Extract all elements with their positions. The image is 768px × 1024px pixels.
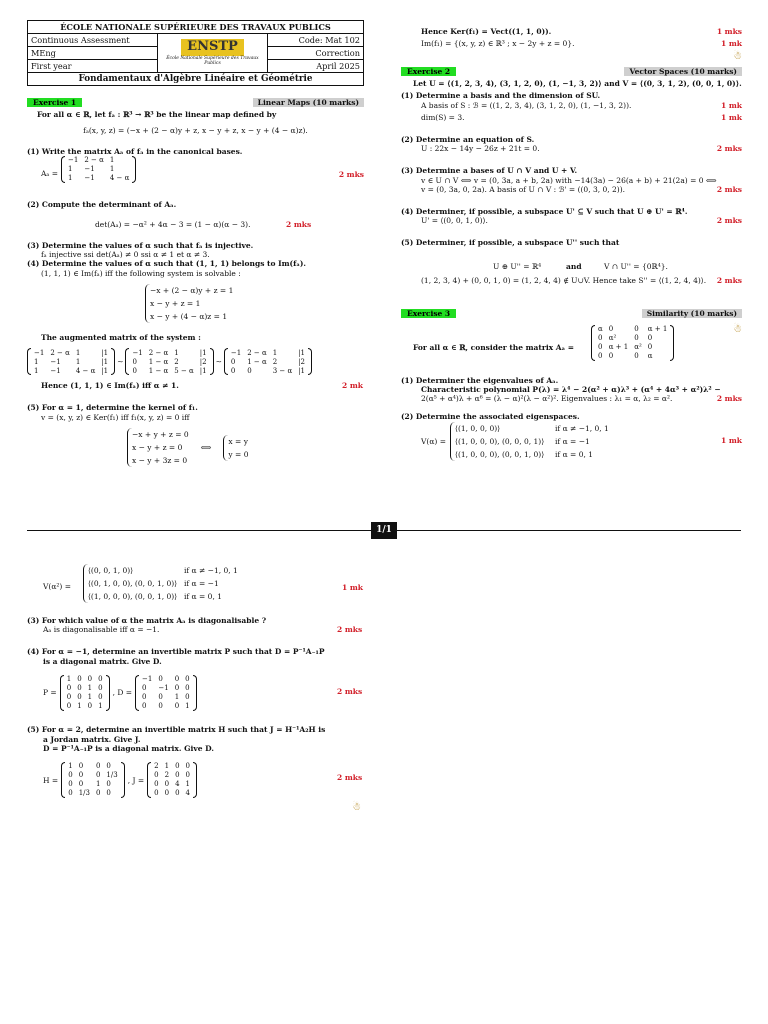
- matrix-cell: 1: [68, 174, 73, 183]
- matrix-cell: 0: [154, 771, 159, 780]
- matrix-cell: 0: [98, 675, 103, 684]
- matrix-cell: 0: [87, 702, 93, 711]
- matrix-cell: 0: [185, 693, 190, 702]
- V-alpha2-brace: [83, 564, 238, 603]
- matrix-bracket-right: [193, 762, 197, 798]
- ex1-q3: (3) Determine the values of α such that fₐ is injective.: [27, 240, 254, 250]
- matrix-cell: 0: [247, 366, 252, 375]
- matrix-cell: 0: [77, 675, 82, 684]
- ex3-mark-1: 2 mks: [716, 394, 742, 404]
- matrix-cell: 1: [66, 675, 72, 684]
- ex3-mark-2: 1 mk: [721, 435, 742, 445]
- matrix-cell: 0: [175, 762, 180, 771]
- ex1-hence-row: [27, 381, 364, 393]
- ex3-a3: Aₐ is diagonalisable iff α = −1.: [43, 625, 160, 635]
- ex2-a5and: and: [566, 261, 582, 271]
- matrix-cell: 0: [132, 366, 137, 375]
- ex3-q1: (1) Determiner the eigenvalues of Aₐ.: [401, 375, 559, 385]
- aug-matrix-1: [27, 348, 115, 375]
- matrix-cell: 1: [185, 702, 190, 711]
- matrix-cell: 1: [87, 684, 93, 693]
- matrix-cell: 0: [158, 675, 163, 684]
- ex2-a4-row: [401, 216, 742, 228]
- ex3-q4a: (4) For α = −1, determine an invertible matrix P such that D = P⁻¹A₋₁P: [27, 647, 325, 657]
- ex2-q5: (5) Determiner, if possible, a subspace U'' such that: [401, 238, 620, 248]
- matrix-bracket-right: [121, 762, 125, 798]
- matrix-cell: 1 − α: [247, 357, 267, 366]
- logo: [158, 34, 268, 73]
- ex3-q5a: (5) For α = 2, determine an invertible matrix H such that J = H⁻¹A₂H is: [27, 725, 326, 735]
- matrix-cell: 1: [68, 762, 73, 771]
- ex2-mark-1b: 1 mk: [721, 112, 742, 122]
- matrix-cell: 1: [185, 780, 191, 789]
- system-eq-3: x − y + (4 − α)z = 1: [150, 312, 228, 321]
- matrix-cell: 0: [68, 789, 73, 798]
- matrix-cell: 0: [154, 789, 159, 798]
- matrix-cell: 0: [175, 789, 180, 798]
- matrix-cell: 0: [68, 780, 73, 789]
- ex3-a3-row: [27, 625, 364, 637]
- matrix-cell: 0: [185, 684, 190, 693]
- matrix-bracket-right: [106, 675, 110, 711]
- matrix-cell: 1: [174, 693, 180, 702]
- V-alpha2-cond-3: if α = 0, 1: [184, 592, 222, 601]
- logo-caption: École Nationale Supérieure des Travaux Publics: [166, 55, 259, 67]
- matrix-cell: 0: [66, 684, 72, 693]
- ex1-mark-im: 1 mk: [721, 39, 742, 48]
- matrix-cell: 0: [185, 771, 191, 780]
- ex1-q4: (4) Determine the values of α such that (1, 1, 1) belongs to Im(fₐ).: [27, 259, 306, 269]
- matrix-cell: 0: [174, 675, 180, 684]
- ex3-mark-3: 2 mks: [337, 625, 363, 635]
- ex3-mark-5: 2 mks: [337, 773, 363, 783]
- ex2-header: [401, 67, 742, 79]
- J-label: , J =: [127, 775, 145, 785]
- matrix-bracket-right: [308, 348, 312, 375]
- matrix-cell: 0: [142, 693, 147, 702]
- matrix-D: [135, 675, 197, 711]
- V-alpha-case-3: ⟨(1, 0, 0, 0), (0, 0, 1, 0)⟩: [455, 449, 545, 459]
- header-right-2: Correction: [268, 47, 364, 60]
- iff-sign: ⟺: [200, 442, 212, 452]
- ex3-q3: (3) For which value of α the matrix Aₐ is diagonalisable ?: [27, 616, 267, 625]
- ex2-mark-3: 2 mks: [716, 184, 742, 194]
- matrix-cell: −1: [158, 684, 169, 693]
- matrix-cell: −1: [84, 174, 95, 183]
- matrix-cell: |1: [199, 348, 207, 357]
- matrix-bracket-right: [111, 348, 115, 375]
- matrix-cell: α: [647, 351, 653, 360]
- ex3-q5b: a Jordan matrix. Give J.: [43, 734, 141, 744]
- ex2-a3b: v = (0, 3a, 0, 2a). A basis of U ∩ V : ℬ' = ((0, 3, 0, 2)).: [421, 184, 626, 194]
- matrix-cell: 0: [175, 771, 180, 780]
- matrix-cell: 0: [598, 351, 603, 360]
- matrix-cell: 0: [95, 789, 101, 798]
- matrix-cell: |1: [298, 348, 306, 357]
- matrix-cell: 0: [185, 762, 191, 771]
- matrix-cell: 0: [598, 333, 603, 342]
- ex3-HJ-row: [43, 755, 364, 805]
- ex2-a4: U' = ⟨(0, 0, 1, 0)⟩.: [421, 216, 488, 226]
- ex3-title: Similarity (10 marks): [642, 309, 742, 318]
- header-left-2: MEng: [28, 47, 158, 60]
- sim-sign-2: ∼: [215, 357, 222, 367]
- matrix-cell: 1/3: [78, 789, 90, 798]
- header-right-3: April 2025: [268, 60, 364, 73]
- kernel-brace: [127, 428, 189, 467]
- ex3-PD-row: [43, 669, 364, 717]
- matrix-cell: 0: [95, 762, 101, 771]
- matrix-cell: |1: [101, 348, 109, 357]
- V-alpha2-case-2: ⟨(0, 1, 0, 0), (0, 0, 1, 0)⟩: [88, 579, 178, 588]
- V-alpha-case-2: ⟨(1, 0, 0, 0), (0, 0, 0, 1)⟩: [455, 436, 545, 446]
- ex3-matrix-A: [591, 325, 674, 361]
- ex3-a1b: 2(α⁵ + α⁴)λ + α⁶ = (λ − α)²(λ − α²)². Eigenvalues : λ₁ = α, λ₂ = α².: [421, 394, 673, 404]
- ex3-label: Exercise 3: [401, 309, 456, 318]
- matrix-cell: 1: [272, 348, 278, 357]
- kernel-eq-2: x − y + z = 0: [132, 443, 183, 453]
- kernel-eq-1: −x + y + z = 0: [132, 430, 189, 440]
- ex3-mark-4: 2 mks: [337, 687, 363, 697]
- matrix-cell: 0: [608, 324, 614, 333]
- matrix-cell: 0: [158, 693, 163, 702]
- matrix-cell: 0: [66, 693, 72, 702]
- matrix-cell: 0: [78, 762, 84, 771]
- matrix-cell: 1: [34, 357, 39, 366]
- ex2-mark-4: 2 mks: [716, 216, 742, 226]
- P-label: P =: [43, 688, 57, 698]
- matrix-cell: 0: [164, 780, 170, 789]
- ex1-det-row: [27, 220, 364, 234]
- ex3-mark-2b: 1 mk: [342, 583, 363, 592]
- V-alpha-cond-3: if α = 0, 1: [555, 449, 594, 459]
- ex2-a5c-row: [401, 276, 742, 288]
- matrix-cell: 1: [98, 702, 103, 711]
- matrix-cell: α²: [608, 333, 617, 342]
- matrix-J: [147, 762, 197, 798]
- ex1-header: [27, 98, 364, 110]
- kernel-result-2: y = 0: [228, 449, 249, 459]
- matrix-cell: α + 1: [647, 324, 668, 333]
- matrix-cell: −1: [50, 366, 61, 375]
- matrix-cell: 2 − α: [84, 156, 104, 165]
- ex2-a3a: v ∈ U ∩ V ⟺ v = (0, 3a, a + b, 2a) with −14(3a) − 26(a + b) + 21(2a) = 0 ⟺: [421, 175, 717, 185]
- header-left-3: First year: [28, 60, 158, 73]
- aug-matrix-3: [224, 348, 312, 375]
- ex2-a2: U : 22x − 14y − 26z + 21t = 0.: [421, 144, 540, 154]
- matrix-bracket-right: [132, 156, 136, 183]
- school-name: ÉCOLE NATIONALE SUPÉRIEURE DES TRAVAUX PUBLICS: [28, 21, 364, 34]
- matrix-cell: 0: [174, 702, 180, 711]
- V-alpha2-case-1: ⟨(0, 0, 1, 0)⟩: [88, 566, 134, 575]
- matrix-cell: 0: [230, 357, 236, 366]
- matrix-bracket-right: [210, 348, 214, 375]
- matrix-cell: 0: [634, 351, 639, 360]
- matrix-cell: 0: [154, 780, 159, 789]
- ex3-header: [401, 309, 742, 321]
- matrix-cell: |1: [101, 357, 109, 366]
- ex1-system: [145, 284, 364, 323]
- matrix-cell: 0: [106, 780, 111, 789]
- header-left-1: Continuous Assessment: [28, 34, 158, 47]
- V-alpha-cond-2: if α = −1: [555, 436, 590, 446]
- ex3-V2-row: [27, 564, 364, 608]
- matrix-cell: 4 − α: [109, 174, 130, 183]
- ex2-a5b: V ∩ U'' = {0ℝ⁴}.: [604, 261, 668, 271]
- matrix-cell: 4: [175, 780, 180, 789]
- ex1-q1: (1) Write the matrix Aₐ of fₐ in the canonical bases.: [27, 146, 243, 156]
- V-alpha2-case-3: ⟨(1, 0, 0, 0), (0, 0, 1, 0)⟩: [88, 592, 178, 601]
- matrix-cell: −1: [50, 357, 61, 366]
- ex1-a5: v = (x, y, z) ∈ Ker(f₁) iff f₁(x, y, z) = 0 iff: [41, 412, 190, 422]
- ex1-mark-1: 2 mks: [338, 170, 364, 180]
- matrix-cell: 0: [98, 693, 103, 702]
- matrix-cell: 0: [142, 684, 147, 693]
- ex1-label: Exercise 1: [27, 98, 82, 107]
- ex3-q4b: is a diagonal matrix. Give D.: [43, 656, 162, 666]
- matrix-cell: 0: [185, 675, 190, 684]
- ex2-intro: Let U = ⟨(1, 2, 3, 4), (3, 1, 2, 0), (1, −1, 3, 2)⟩ and V = ⟨(0, 3, 1, 2), (0, 0, 1, 0)⟩.: [413, 79, 742, 88]
- right-column: [401, 27, 742, 461]
- page-number: 1/1: [371, 522, 397, 539]
- ex2-q1: (1) Determine a basis and the dimension of SU.: [401, 91, 601, 101]
- ex1-q5: (5) For α = 1, determine the kernel of f₁.: [27, 403, 198, 413]
- ex1-intro: For all α ∈ ℝ, let fₐ : ℝ³ → ℝ³ be the linear map defined by: [37, 110, 277, 119]
- ex2-mark-5: 2 mks: [716, 275, 742, 285]
- stick-figure-icon: ☃: [733, 324, 742, 335]
- ex1-q2: (2) Compute the determinant of Aₐ.: [27, 200, 177, 210]
- matrix-cell: 3 − α: [272, 366, 293, 375]
- header-block: [27, 20, 364, 96]
- matrix-cell: 0: [78, 771, 84, 780]
- matrix-cell: −1: [230, 348, 242, 357]
- logo-text: ENSTP: [181, 39, 244, 55]
- matrix-cell: 1: [68, 165, 73, 174]
- matrix-cell: 1 − α: [148, 357, 169, 366]
- V-alpha-cond-1: if α ≠ −1, 0, 1: [555, 423, 609, 433]
- matrix-cell: |2: [298, 357, 306, 366]
- matrix-cell: 2: [174, 357, 179, 366]
- ex1-im-row: [401, 39, 742, 51]
- matrix-cell: −1: [34, 348, 45, 357]
- kernel-result-1: x = y: [228, 436, 248, 446]
- matrix-cell: |1: [298, 366, 306, 375]
- ex3-V-row: [421, 422, 742, 461]
- matrix-cell: 0: [66, 702, 72, 711]
- matrix-cell: 0: [598, 342, 603, 351]
- matrix-cell: 0: [174, 684, 180, 693]
- matrix-cell: 0: [142, 702, 147, 711]
- matrix-cell: 5 − α: [174, 366, 194, 375]
- matrix-cell: 1: [75, 357, 81, 366]
- matrix-cell: α²: [634, 342, 642, 351]
- matrix-cell: −1: [84, 165, 95, 174]
- matrix-cell: 0: [164, 789, 170, 798]
- matrix-cell: 1: [109, 156, 115, 165]
- ex1-mark-4: 2 mk: [342, 381, 363, 391]
- matrix-cell: 0: [132, 357, 137, 366]
- ex1-a4: (1, 1, 1) ∈ Im(fₐ) iff the following system is solvable :: [41, 268, 241, 278]
- matrix-cell: 0: [634, 333, 639, 342]
- matrix-cell: 1: [95, 780, 101, 789]
- ex2-a5-row: [401, 262, 742, 276]
- matrix-cell: 2 − α: [50, 348, 70, 357]
- ex2-q2: (2) Determine an equation of S.: [401, 134, 535, 144]
- ex1-im: Im(f₁) = {(x, y, z) ∈ ℝ³ ; x − 2y + z = 0}.: [421, 39, 575, 48]
- matrix-cell: 2: [154, 762, 159, 771]
- ex1-title: Linear Maps (10 marks): [253, 98, 364, 107]
- ex2-mark-1a: 1 mk: [721, 100, 742, 110]
- V-alpha2-cond-2: if α = −1: [184, 579, 219, 588]
- header-table: [27, 20, 364, 86]
- matrix-cell: 1: [109, 165, 115, 174]
- D-label: , D =: [112, 688, 133, 698]
- ex3-q5c: D = P⁻¹A₋₁P is a diagonal matrix. Give D.: [43, 743, 214, 753]
- ex1-mark-ker: 1 mks: [716, 27, 742, 36]
- ex1-augmented-row: [27, 348, 364, 375]
- ex2-a1a-row: [401, 101, 742, 113]
- aug-matrix-2: [125, 348, 213, 375]
- matrix-cell: 0: [77, 684, 82, 693]
- ex1-mark-2: 2 mks: [286, 219, 312, 229]
- matrix-cell: 2 − α: [148, 348, 169, 357]
- matrix-cell: 4 − α: [75, 366, 96, 375]
- stick-figure-icon: ☃: [733, 51, 742, 62]
- ex1-a3: fₐ injective ssi det(Aₐ) ≠ 0 ssi α ≠ 1 et α ≠ 3.: [41, 249, 210, 259]
- matrix-cell: 2: [164, 771, 170, 780]
- ex1-def: fₐ(x, y, z) = (−x + (2 − α)y + z, x − y + z, x − y + (4 − α)z).: [83, 126, 308, 136]
- matrix-cell: α: [598, 324, 603, 333]
- matrix-cell: α + 1: [608, 342, 629, 351]
- ex2-a3b-row: [401, 185, 742, 197]
- matrix-cell: |1: [101, 366, 109, 375]
- kernel-eq-3: x − y + 3z = 0: [132, 456, 188, 466]
- H-label: H =: [43, 775, 59, 785]
- matrix-cell: 0: [647, 342, 653, 351]
- matrix-cell: 0: [68, 771, 73, 780]
- matrix-cell: 0: [608, 351, 614, 360]
- ex2-mark-2: 2 mks: [716, 144, 742, 154]
- kernel-result-brace: [223, 435, 248, 461]
- matrix-cell: 0: [95, 771, 101, 780]
- V-alpha-case-1: ⟨(1, 0, 0, 0)⟩: [455, 423, 501, 433]
- ex1-det: det(Aₐ) = −α² + 4α − 3 = (1 − α)(α − 3).: [95, 219, 251, 229]
- ex2-label: Exercise 2: [401, 67, 456, 76]
- matrix-cell: 0: [98, 684, 103, 693]
- matrix-cell: 0: [78, 780, 84, 789]
- ex1-kernel-system: [127, 428, 364, 467]
- ex1-hence: Hence (1, 1, 1) ∈ Im(fₐ) iff α ≠ 1.: [41, 381, 179, 391]
- ex2-title: Vector Spaces (10 marks): [624, 67, 742, 76]
- ex2-a5a: U ⊕ U'' = ℝ⁴: [493, 261, 542, 271]
- matrix-bracket-right: [193, 675, 197, 711]
- matrix-cell: 1: [87, 693, 93, 702]
- ex2-a1b: dim(S) = 3.: [421, 112, 465, 122]
- header-right-1: Code: Mat 102: [268, 34, 364, 47]
- page2-column: [27, 564, 364, 813]
- system-eq-1: −x + (2 − α)y + z = 1: [150, 286, 234, 295]
- ex3-intro: For all α ∈ ℝ, consider the matrix Aₐ =: [413, 342, 574, 352]
- matrix-bracket-right: [670, 325, 674, 361]
- left-column: [27, 20, 364, 467]
- matrix-cell: 1: [75, 348, 81, 357]
- matrix-cell: 0: [647, 333, 653, 342]
- matrix-cell: 1/3: [106, 771, 118, 780]
- ex2-a5c: (1, 2, 3, 4) + (0, 0, 1, 0) = (1, 2, 4, 4) ∉ U∪V. Hence take S'' = ⟨(1, 2, 4, 4)⟩.: [421, 275, 707, 285]
- matrix-H: [61, 762, 124, 798]
- matrix-A: [61, 156, 136, 183]
- ex3-a1a: Characteristic polynomial P(λ) = λ⁴ − 2(α² + α)λ³ + (α⁴ + 4α³ + α²)λ² −: [421, 385, 721, 394]
- ex3-q2: (2) Determine the associated eigenspaces.: [401, 412, 580, 422]
- matrix-cell: −1: [132, 348, 143, 357]
- ex1-matrix-A: [41, 156, 364, 194]
- ex2-a1b-row: [401, 113, 742, 125]
- course-title: Fondamentaux d'Algèbre Linéaire et Géométrie: [28, 73, 364, 86]
- matrix-cell: 1: [174, 348, 179, 357]
- ex1-aug-text: The augmented matrix of the system :: [41, 333, 201, 342]
- matrix-cell: −1: [142, 675, 153, 684]
- stick-figure-icon: ☃: [352, 802, 361, 813]
- ex2-a1a: A basis of S : ℬ = ((1, 2, 3, 4), (3, 1, 2, 0), (1, −1, 3, 2)).: [421, 100, 632, 110]
- matrix-cell: 1: [34, 366, 39, 375]
- ex1-ker: Hence Ker(f₁) = Vect((1, 1, 0)).: [421, 27, 552, 36]
- matrix-cell: |2: [199, 357, 207, 366]
- V-alpha2-label: V(α²) =: [43, 582, 72, 591]
- ex2-a2-row: [401, 144, 742, 156]
- matrix-cell: 4: [185, 789, 191, 798]
- matrix-cell: 2: [272, 357, 278, 366]
- matrix-A-label: Aₐ =: [41, 169, 58, 179]
- ex2-q3: (3) Determine a bases of U ∩ V and U + V.: [401, 166, 578, 176]
- matrix-cell: −1: [68, 156, 79, 165]
- matrix-cell: 0: [106, 762, 111, 771]
- matrix-cell: 0: [634, 324, 639, 333]
- matrix-cell: 1: [77, 702, 82, 711]
- matrix-cell: 2 − α: [247, 348, 267, 357]
- ex3-intro-row: [401, 325, 742, 373]
- matrix-cell: 0: [77, 693, 82, 702]
- matrix-cell: 0: [230, 366, 236, 375]
- ex1-ker-row: [401, 27, 742, 39]
- V-alpha2-cond-1: if α ≠ −1, 0, 1: [184, 566, 238, 575]
- V-alpha-brace: [450, 422, 609, 461]
- matrix-cell: 1: [164, 762, 170, 771]
- V-alpha-label: V(α) =: [421, 436, 447, 446]
- system-eq-2: x − y + z = 1: [150, 299, 201, 308]
- matrix-cell: 0: [106, 789, 111, 798]
- matrix-cell: 1 − α: [148, 366, 169, 375]
- matrix-cell: |1: [199, 366, 207, 375]
- system-brace: [145, 284, 233, 323]
- sim-sign-1: ∼: [117, 357, 124, 367]
- ex3-a1b-row: [401, 394, 742, 406]
- matrix-cell: 0: [158, 702, 163, 711]
- matrix-P: [60, 675, 110, 711]
- ex2-q4: (4) Determiner, if possible, a subspace U' ⊆ V such that U ⊕ U' = ℝ⁴.: [401, 206, 688, 216]
- matrix-cell: 0: [87, 675, 93, 684]
